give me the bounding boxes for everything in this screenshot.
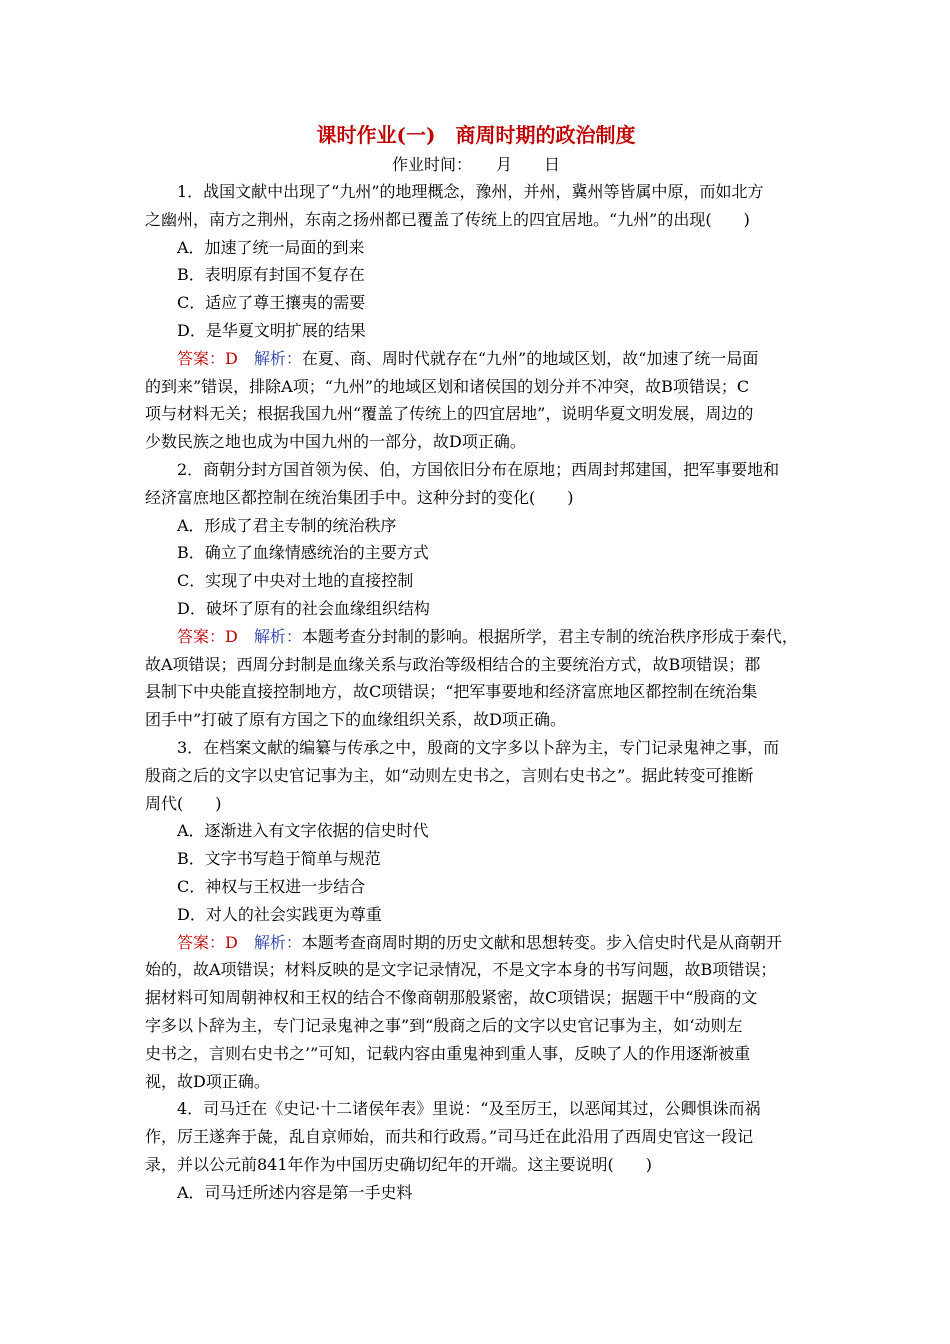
- option-c: C．适应了尊王攘夷的需要: [177, 293, 366, 313]
- question-stem-line: 录，并以公元前841年作为中国历史确切纪年的开端。这主要说明( ): [145, 1154, 653, 1174]
- answer-line: [145, 623, 807, 651]
- question-2: [145, 456, 807, 734]
- explanation-line: 视，故D项正确。: [145, 1071, 270, 1091]
- question-stem-line: 之幽州，南方之荆州，东南之扬州都已覆盖了传统上的四宜居地。“九州”的出现( ): [145, 209, 750, 229]
- explanation-text: 在夏、商、周时代就存在“九州”的地域区划，故“加速了统一局面: [301, 348, 759, 368]
- option-d: D．破坏了原有的社会血缘组织结构: [177, 598, 430, 618]
- option-a: A．司马迁所述内容是第一手史料: [177, 1182, 413, 1202]
- explanation-line: 团手中”打破了原有方国之下的血缘组织关系，故D项正确。: [145, 710, 567, 730]
- explanation-text: 本题考查分封制的影响。根据所学，君主专制的统治秩序形成于秦代，: [301, 626, 798, 646]
- date-line: 作业时间： 月 日: [391, 155, 560, 174]
- option-d: D．对人的社会实践更为尊重: [177, 904, 382, 924]
- explanation-line: 项与材料无关；根据我国九州“覆盖了传统上的四宜居地”，说明华夏文明发展，周边的: [145, 404, 754, 424]
- explanation-line: 少数民族之地也成为中国九州的一部分，故D项正确。: [145, 432, 526, 452]
- explanation-line: 县制下中央能直接控制地方，故C项错误；“把军事要地和经济富庶地区都控制在统治集: [145, 682, 758, 702]
- explanation-line: 字多以卜辞为主，专门记录鬼神之事”到“殷商之后的文字以史官记事为主，如‘动则左: [145, 1015, 743, 1035]
- page-title: 课时作业(一) 商周时期的政治制度: [316, 123, 636, 147]
- question-4: [145, 1095, 807, 1206]
- document-body: [145, 118, 807, 1206]
- question-stem-line: 2．商朝分封方国首领为侯、伯，方国依旧分布在原地；西周封邦建国，把军事要地和: [177, 459, 780, 479]
- option-b: B．确立了血缘情感统治的主要方式: [177, 543, 429, 563]
- answer-label: 答案：: [177, 348, 226, 368]
- option-b: B．文字书写趋于简单与规范: [177, 849, 381, 869]
- option-a: A．形成了君主专制的统治秩序: [177, 515, 397, 535]
- question-stem-line: 3．在档案文献的编纂与传承之中，殷商的文字多以卜辞为主，专门记录鬼神之事，而: [177, 737, 780, 757]
- question-3: [145, 734, 807, 1095]
- option-c: C．神权与王权进一步结合: [177, 876, 366, 896]
- explanation-label: 解析：: [253, 932, 302, 952]
- explanation-label: 解析：: [253, 348, 302, 368]
- answer-line: [145, 929, 807, 957]
- question-stem-line: 1．战国文献中出现了“九州”的地理概念，豫州，并州，冀州等皆属中原，而如北方: [177, 182, 764, 201]
- answer-label: 答案：: [177, 932, 226, 952]
- option-d: D．是华夏文明扩展的结果: [177, 320, 366, 340]
- question-stem-line: 作，厉王遂奔于彘，乱自京师始，而共和行政焉。”司马迁在此沿用了西周史官这一段记: [145, 1127, 754, 1147]
- answer-line: [145, 345, 807, 373]
- explanation-label: 解析：: [253, 626, 302, 646]
- option-c: C．实现了中央对土地的直接控制: [177, 571, 414, 591]
- answer-value: D: [225, 348, 254, 368]
- question-stem-line: 经济富庶地区都控制在统治集团手中。这种分封的变化( ): [145, 487, 574, 507]
- explanation-line: 故A项错误；西周分封制是血缘关系与政治等级相结合的主要统治方式，故B项错误；郡: [145, 654, 761, 674]
- explanation-line: 始的，故A项错误；材料反映的是文字记录情况，不是文字本身的书写问题，故B项错误；: [145, 960, 777, 980]
- option-b: B．表明原有封国不复存在: [177, 265, 365, 285]
- explanation-line: 据材料可知周朝神权和王权的结合不像商朝那般紧密，故C项错误；据题干中“殷商的文: [145, 988, 758, 1008]
- question-stem-line: 殷商之后的文字以史官记事为主，如“动则左史书之，言则右史书之”。据此转变可推断: [145, 765, 754, 785]
- explanation-line: 史书之，言则右史书之’”可知，记载内容由重鬼神到重人事，反映了人的作用逐渐被重: [145, 1043, 751, 1063]
- question-1: [145, 178, 807, 456]
- question-stem-line: 4．司马迁在《史记·十二诸侯年表》里说：“及至厉王，以恶闻其过，公卿惧诛而祸: [177, 1099, 761, 1119]
- option-a: A．逐渐进入有文字依据的信史时代: [177, 821, 429, 841]
- answer-value: D: [225, 626, 254, 646]
- question-stem-line: 周代( ): [145, 793, 222, 813]
- explanation-line: 的到来”错误，排除A项；“九州”的地域区划和诸侯国的划分并不冲突，故B项错误；C: [145, 376, 750, 396]
- option-a: A．加速了统一局面的到来: [177, 237, 365, 257]
- answer-value: D: [225, 932, 254, 952]
- explanation-text: 本题考查商周时期的历史文献和思想转变。步入信史时代是从商朝开: [301, 932, 782, 952]
- answer-label: 答案：: [177, 626, 226, 646]
